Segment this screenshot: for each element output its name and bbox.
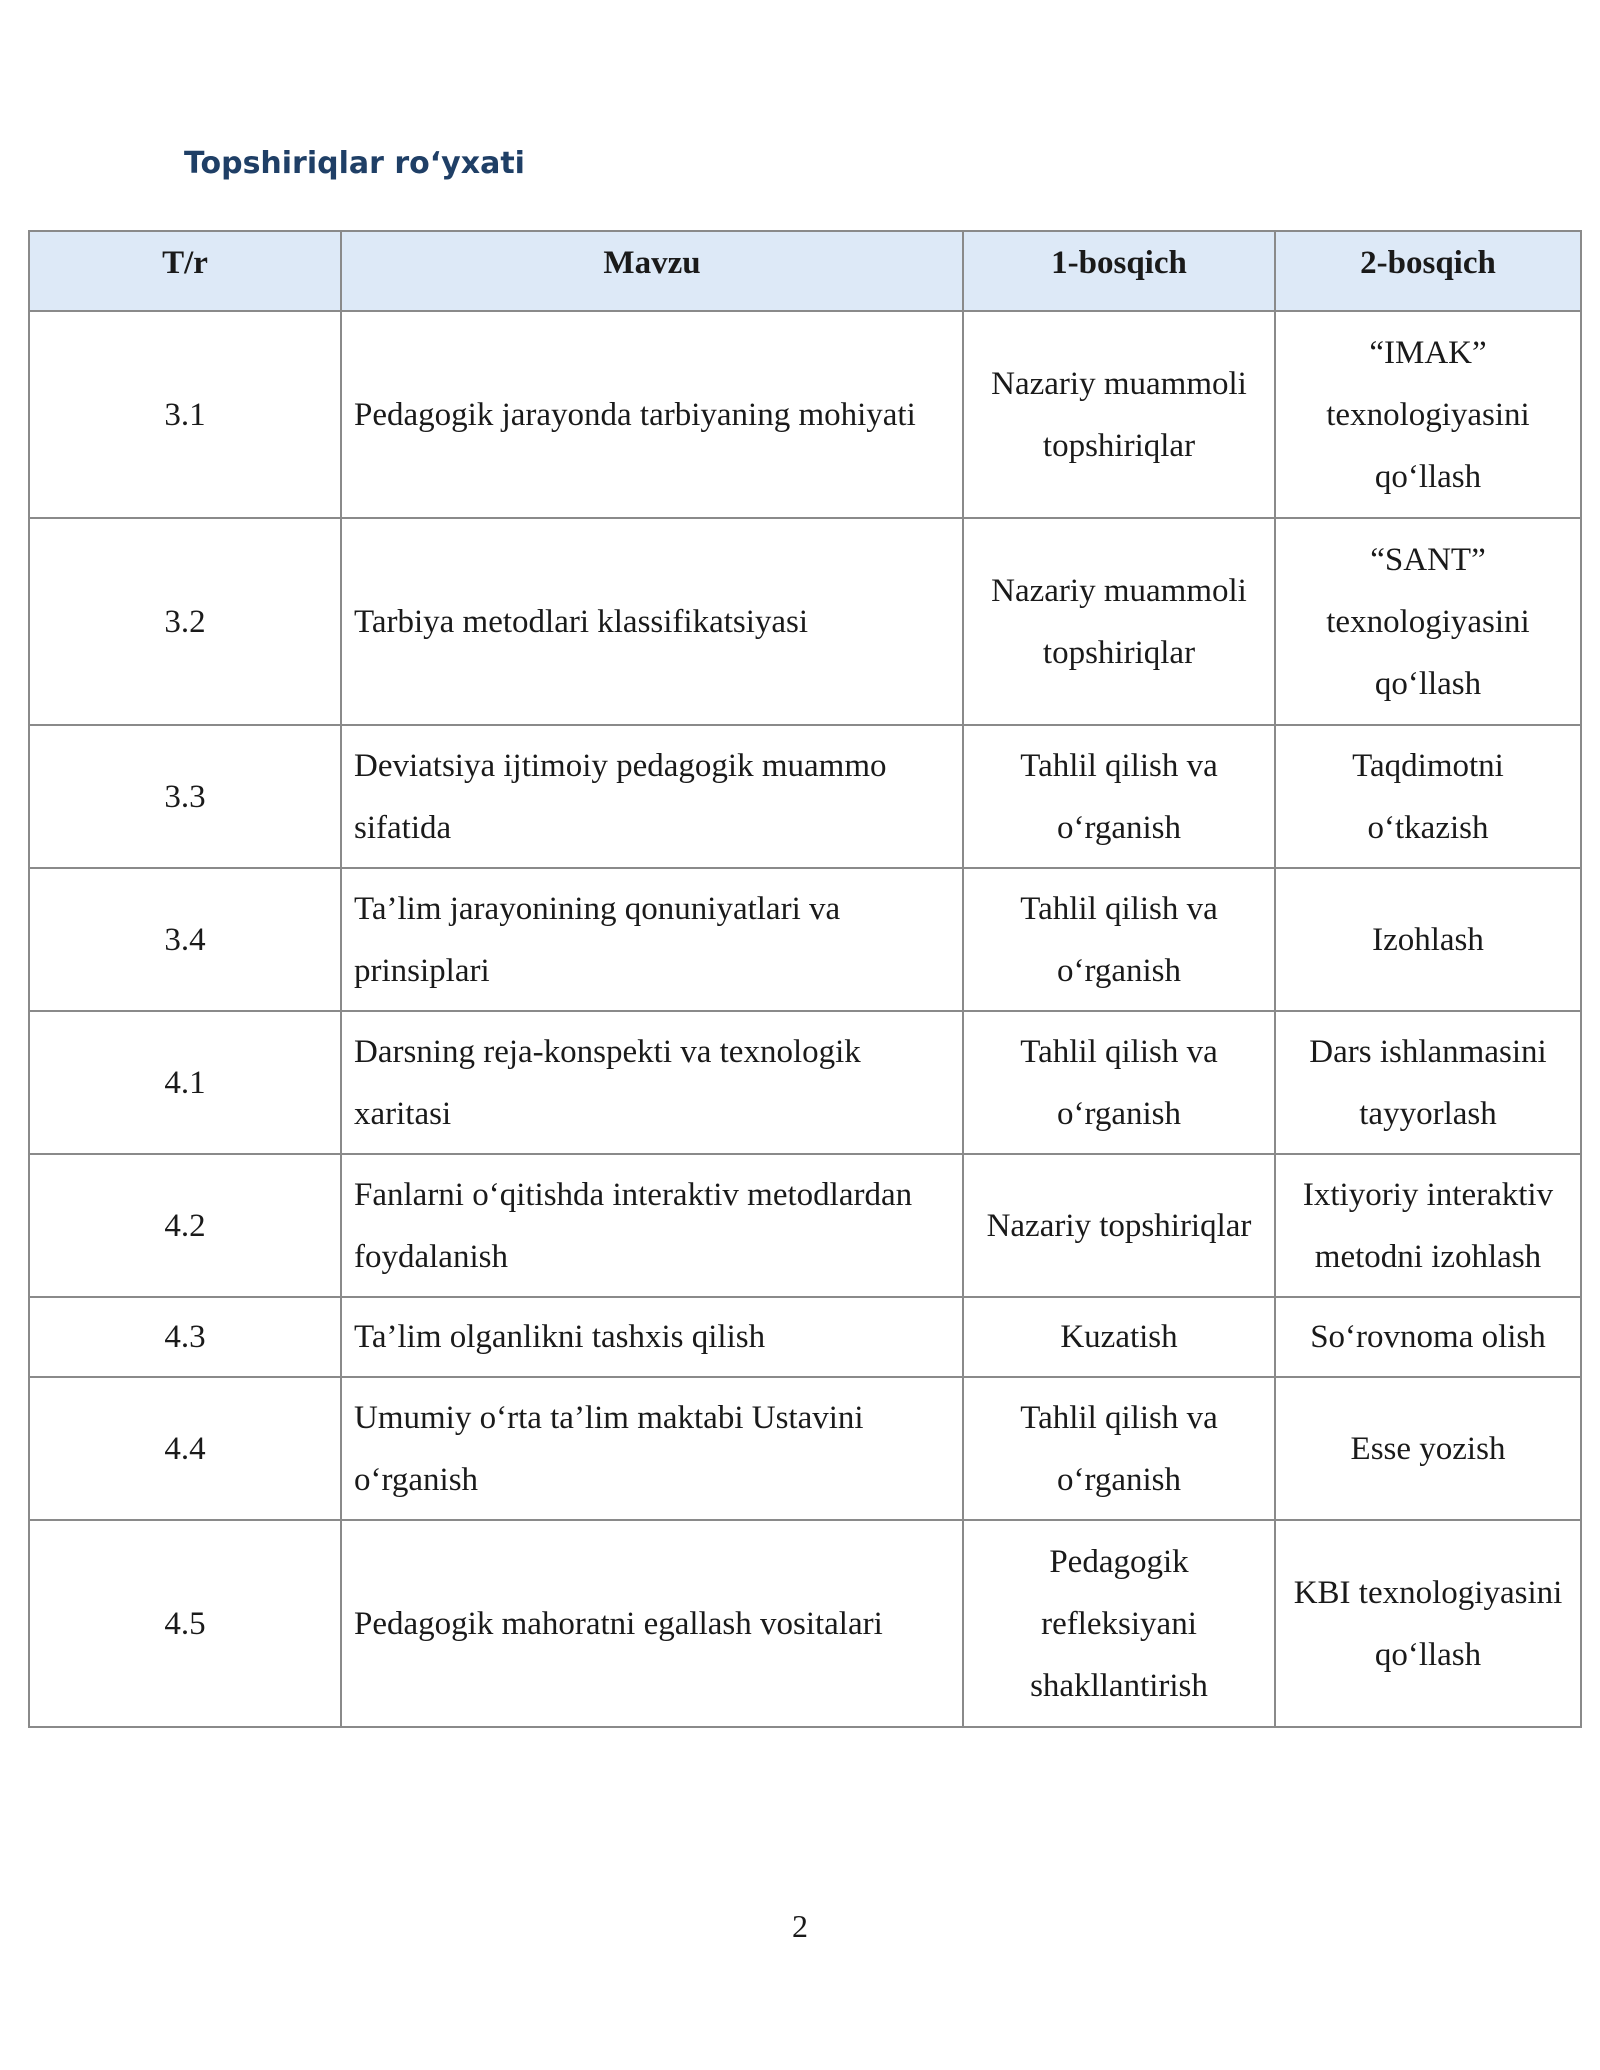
table-row (29, 1520, 1581, 1727)
table-row (29, 725, 1581, 868)
header-stage2: 2-bosqich (1275, 231, 1581, 311)
row-stage2: Dars ishlanmasini tayyorlash (1275, 1011, 1581, 1154)
table-row (29, 518, 1581, 725)
row-topic: Umumiy o‘rta ta’lim maktabi Ustavini o‘rganish (341, 1377, 963, 1520)
table-row (29, 1377, 1581, 1520)
row-stage1: Nazariy topshiriqlar (963, 1154, 1275, 1297)
table-row (29, 1297, 1581, 1377)
row-stage1: Pedagogik refleksiyani shakllantirish (963, 1520, 1275, 1727)
row-number: 4.3 (29, 1297, 341, 1377)
row-topic: Tarbiya metodlari klassifikatsiyasi (341, 518, 963, 725)
row-topic: Fanlarni o‘qitishda interaktiv metodlardan foydalanish (341, 1154, 963, 1297)
row-stage1: Tahlil qilish va o‘rganish (963, 1377, 1275, 1520)
row-stage1: Kuzatish (963, 1297, 1275, 1377)
header-stage1: 1-bosqich (963, 231, 1275, 311)
header-topic: Mavzu (341, 231, 963, 311)
row-number: 3.4 (29, 868, 341, 1011)
row-number: 4.5 (29, 1520, 341, 1727)
row-stage2: Taqdimotni o‘tkazish (1275, 725, 1581, 868)
row-number: 4.2 (29, 1154, 341, 1297)
row-number: 3.2 (29, 518, 341, 725)
row-stage1: Nazariy muammoli topshiriqlar (963, 311, 1275, 518)
header-tr: T/r (29, 231, 341, 311)
row-stage2: Ixtiyoriy interaktiv metodni izohlash (1275, 1154, 1581, 1297)
row-stage2: So‘rovnoma olish (1275, 1297, 1581, 1377)
table-row (29, 1011, 1581, 1154)
row-stage2: “SANT” texnologiyasini qo‘llash (1275, 518, 1581, 725)
tasks-table (28, 230, 1582, 1728)
table-row (29, 311, 1581, 518)
row-topic: Deviatsiya ijtimoiy pedagogik muammo sifatida (341, 725, 963, 868)
row-stage1: Tahlil qilish va o‘rganish (963, 1011, 1275, 1154)
row-stage2: “IMAK” texnologiyasini qo‘llash (1275, 311, 1581, 518)
row-topic: Darsning reja-konspekti va texnologik xaritasi (341, 1011, 963, 1154)
row-stage1: Nazariy muammoli topshiriqlar (963, 518, 1275, 725)
table-row (29, 868, 1581, 1011)
row-stage2: KBI texnologiyasini qo‘llash (1275, 1520, 1581, 1727)
row-number: 4.4 (29, 1377, 341, 1520)
table-header-row (29, 231, 1581, 311)
table-row (29, 1154, 1581, 1297)
row-topic: Ta’lim olganlikni tashxis qilish (341, 1297, 963, 1377)
row-topic: Ta’lim jarayonining qonuniyatlari va prinsiplari (341, 868, 963, 1011)
row-topic: Pedagogik mahoratni egallash vositalari (341, 1520, 963, 1727)
row-topic: Pedagogik jarayonda tarbiyaning mohiyati (341, 311, 963, 518)
row-number: 4.1 (29, 1011, 341, 1154)
row-stage2: Izohlash (1275, 868, 1581, 1011)
row-stage1: Tahlil qilish va o‘rganish (963, 725, 1275, 868)
row-number: 3.1 (29, 311, 341, 518)
page-number: 2 (792, 1908, 808, 1944)
row-stage1: Tahlil qilish va o‘rganish (963, 868, 1275, 1011)
row-stage2: Esse yozish (1275, 1377, 1581, 1520)
row-number: 3.3 (29, 725, 341, 868)
page-title: Topshiriqlar ro‘yxati (184, 146, 525, 181)
